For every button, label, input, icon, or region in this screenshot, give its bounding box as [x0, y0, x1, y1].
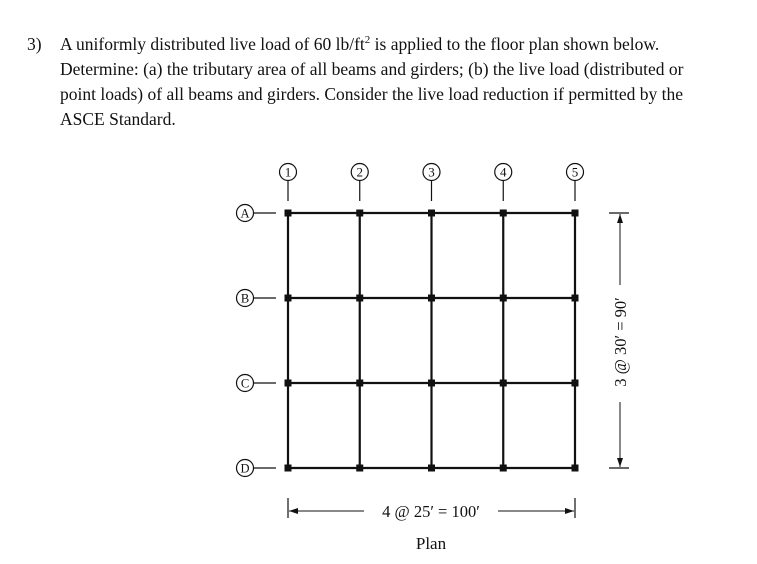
column-label-4 — [495, 164, 512, 202]
row-label-text-B: B — [240, 291, 250, 306]
row-label-B — [237, 290, 277, 307]
column-label-1 — [280, 164, 297, 202]
beam-girder-grid — [288, 213, 575, 468]
row-label-A — [237, 205, 277, 222]
column-C5 — [572, 380, 579, 387]
column-D3 — [428, 465, 435, 472]
column-A3 — [428, 210, 435, 217]
problem-line-4: ASCE Standard. — [60, 109, 176, 129]
column-grid-labels — [280, 164, 584, 202]
horizontal-dimension — [288, 498, 575, 521]
column-label-text-2: 2 — [356, 164, 363, 180]
row-label-text-C: C — [240, 376, 250, 391]
column-D1 — [285, 465, 292, 472]
row-label-text-A: A — [240, 206, 250, 221]
problem-number: 3) — [27, 34, 42, 54]
row-label-C — [237, 375, 277, 392]
column-D5 — [572, 465, 579, 472]
dim-arrow-top — [617, 214, 623, 223]
column-D4 — [500, 465, 507, 472]
column-B4 — [500, 295, 507, 302]
dim-arrow-left — [289, 508, 298, 514]
column-A1 — [285, 210, 292, 217]
vertical-dimension — [609, 213, 630, 468]
column-A4 — [500, 210, 507, 217]
column-label-text-1: 1 — [284, 164, 292, 180]
column-C2 — [356, 380, 363, 387]
column-B2 — [356, 295, 363, 302]
column-A2 — [356, 210, 363, 217]
problem-line-2: Determine: (a) the tributary area of all beams and girders; (b) the live load (distributed or — [60, 59, 684, 79]
row-grid-labels — [237, 205, 277, 477]
problem-line-1-tail: is applied to the floor plan shown below. — [370, 34, 660, 54]
column-label-text-5: 5 — [571, 164, 579, 180]
problem-line-1-text: A uniformly distributed live load of 60 lb/ft — [60, 34, 365, 54]
column-label-3 — [423, 164, 440, 202]
dim-arrow-bottom — [617, 458, 623, 467]
dim-arrow-right — [565, 508, 574, 514]
column-B3 — [428, 295, 435, 302]
column-A5 — [572, 210, 579, 217]
column-C4 — [500, 380, 507, 387]
column-label-5 — [567, 164, 584, 202]
exponent: 2 — [364, 34, 371, 46]
column-C1 — [285, 380, 292, 387]
horizontal-dimension-label: 4 @ 25′ = 100′ — [382, 502, 480, 521]
column-B5 — [572, 295, 579, 302]
column-D2 — [356, 465, 363, 472]
column-label-2 — [351, 164, 368, 202]
column-C3 — [428, 380, 435, 387]
column-label-text-3: 3 — [428, 164, 435, 180]
plan-caption: Plan — [415, 534, 447, 553]
problem-line-3: point loads) of all beams and girders. Consider the live load reduction if permitted by the — [60, 84, 684, 104]
column-label-text-4: 4 — [500, 164, 507, 180]
vertical-dimension-label: 3 @ 30′ = 90′ — [611, 297, 630, 387]
row-label-text-D: D — [240, 461, 250, 476]
column-B1 — [285, 295, 292, 302]
row-label-D — [237, 460, 277, 477]
